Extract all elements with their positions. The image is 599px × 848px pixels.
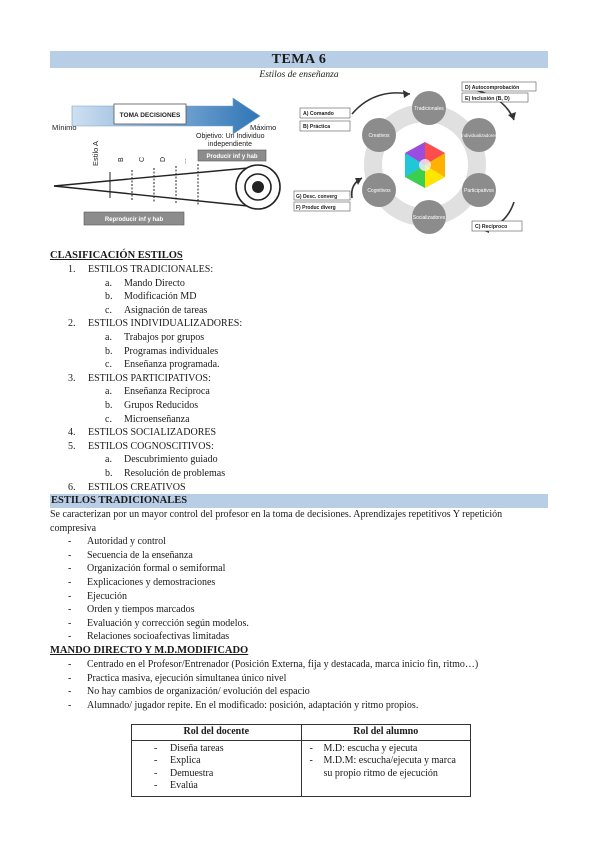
node-participativos: Participativos xyxy=(464,188,494,194)
clasificacion-sublist xyxy=(50,331,548,372)
tradicionales-heading: ESTILOS TRADICIONALES xyxy=(50,494,548,508)
tradicionales-points xyxy=(50,535,548,644)
item-number: 5. xyxy=(68,440,76,452)
subitem-label: Trabajos por grupos xyxy=(124,331,205,343)
clasificacion-subitem xyxy=(50,290,548,304)
style-letter-more: ... xyxy=(181,158,188,164)
objective-label: Objetivo: Un Individuo xyxy=(196,133,265,140)
sub-list-wrapper xyxy=(50,331,548,372)
tradicionales-point: - Organización formal o semiformal xyxy=(50,562,548,576)
sub-list-wrapper xyxy=(50,385,548,426)
sub-list-wrapper xyxy=(50,277,548,318)
style-a-label: Estilo A xyxy=(91,140,100,166)
subitem-label: Microenseñanza xyxy=(124,413,190,425)
alumno-role-item: - M.D.M: escucha/ejecuta y marca su propio ritmo de ejecución xyxy=(306,755,467,780)
label-reciproco: C) Recíproco xyxy=(475,224,508,230)
docente-cell xyxy=(132,740,302,796)
subitem-letter: c. xyxy=(105,413,112,425)
mando-point: - Centrado en el Profesor/Entrenador (Posición Externa, fija y destacada, marca inicio fin, ritmo…) xyxy=(50,658,548,672)
decision-banner: TOMA DECISIONES xyxy=(119,112,181,119)
clasificacion-heading: CLASIFICACIÓN ESTILOS xyxy=(50,250,183,261)
item-label: ESTILOS SOCIALIZADORES xyxy=(88,427,217,439)
label-desc-converg: G) Desc. converg xyxy=(296,194,338,200)
docente-role-item: - Evalúa xyxy=(136,780,297,793)
style-letter-b: B xyxy=(118,157,125,162)
item-label: ESTILOS TRADICIONALES: xyxy=(88,264,214,275)
item-label: ESTILOS CREATIVOS xyxy=(88,481,186,493)
clasificacion-subitem xyxy=(50,277,548,291)
subitem-label: Resolución de problemas xyxy=(124,467,226,479)
subitem-label: Asignación de tareas xyxy=(124,304,208,316)
tradicionales-point: - Explicaciones y demostraciones xyxy=(50,576,548,590)
subitem-letter: b. xyxy=(105,399,113,411)
clasificacion-item xyxy=(50,317,548,331)
item-number: 6. xyxy=(68,481,76,493)
mando-point: - No hay cambios de organización/ evolución del espacio xyxy=(50,685,548,699)
subitem-label: Grupos Reducidos xyxy=(124,399,199,411)
label-practica: B) Práctica xyxy=(303,124,331,130)
page-title: TEMA 6 xyxy=(50,51,548,68)
item-number: 4. xyxy=(68,427,76,439)
clasificacion-subitem xyxy=(50,399,548,413)
clasificacion-subitem xyxy=(50,467,548,481)
node-creativos: Creativos xyxy=(368,133,390,139)
clasificacion-subitem xyxy=(50,345,548,359)
spectrum-figure xyxy=(48,94,288,234)
clasificacion-subitem xyxy=(50,413,548,427)
node-cognitivos: Cognitivos xyxy=(367,188,391,194)
subitem-label: Mando Directo xyxy=(124,277,185,289)
item-label: ESTILOS INDIVIDUALIZADORES: xyxy=(88,318,243,330)
subitem-letter: a. xyxy=(105,331,112,343)
mando-heading: MANDO DIRECTO Y M.D.MODIFICADO xyxy=(50,645,249,657)
docente-role-item: - Explica xyxy=(136,755,297,768)
clasificacion-subitem xyxy=(50,385,548,399)
label-produc-diverg: F) Produc diverg xyxy=(296,205,336,211)
col-rol-alumno: Rol del alumno xyxy=(301,725,471,741)
clasificacion-sublist xyxy=(50,385,548,426)
docente-role-item: - Demuestra xyxy=(136,768,297,781)
tradicionales-point: - Autoridad y control xyxy=(50,535,548,549)
roles-table xyxy=(131,724,471,797)
subitem-label: Modificación MD xyxy=(124,291,197,303)
node-tradicionales: Tradicionales xyxy=(414,106,444,112)
mando-points xyxy=(50,658,548,712)
clasificacion-subitem xyxy=(50,358,548,372)
clasificacion-item xyxy=(50,481,548,495)
produce-box-label: Producir inf y hab xyxy=(206,154,258,160)
styles-cycle-figure xyxy=(292,80,550,234)
sub-list-wrapper xyxy=(50,453,548,480)
tradicionales-point: - Ejecución xyxy=(50,590,548,604)
tradicionales-point: - Evaluación y corrección según modelos. xyxy=(50,617,548,631)
clasificacion-item xyxy=(50,263,548,277)
clasificacion-subitem xyxy=(50,304,548,318)
tradicionales-point: - Relaciones socioafectivas limitadas xyxy=(50,630,548,644)
tradicionales-paragraph: Se caracterizan por un mayor control del profesor en la toma de decisiones. Aprendizajes repetitivos Y repetición compresiva xyxy=(50,509,503,534)
subitem-letter: a. xyxy=(105,277,112,289)
subitem-letter: a. xyxy=(105,454,112,466)
docente-role-item: - Diseña tareas xyxy=(136,743,297,756)
tradicionales-point: - Secuencia de la enseñanza xyxy=(50,549,548,563)
node-individualizadores: Individualizadores xyxy=(460,133,498,138)
tradicionales-point: - Orden y tiempos marcados xyxy=(50,603,548,617)
mando-point: - Practica masiva, ejecución simultanea único nivel xyxy=(50,672,548,686)
style-letter-d: D xyxy=(160,156,167,162)
label-comando: A) Comando xyxy=(303,111,334,117)
subitem-letter: b. xyxy=(105,291,113,303)
subitem-letter: c. xyxy=(105,359,112,371)
clasificacion-subitem xyxy=(50,331,548,345)
min-label: Mínimo xyxy=(52,123,77,132)
item-number: 1. xyxy=(68,264,76,275)
max-label: Máximo xyxy=(250,123,277,132)
item-label: ESTILOS PARTICIPATIVOS: xyxy=(88,372,211,384)
document-content xyxy=(50,249,548,712)
label-autocomprobacion: D) Autocomprobación xyxy=(465,85,520,91)
clasificacion-sublist xyxy=(50,277,548,318)
clasificacion-sublist xyxy=(50,453,548,480)
mando-point: - Alumnado/ jugador repite. En el modificado: posición, adaptación y ritmo propios. xyxy=(50,699,548,713)
node-socializadores: Socializadores xyxy=(412,215,446,221)
page-subtitle: Estilos de enseñanza xyxy=(259,70,339,80)
subitem-letter: b. xyxy=(105,345,113,357)
alumno-cell xyxy=(301,740,471,796)
subitem-label: Enseñanza Recíproca xyxy=(124,386,210,398)
subitem-letter: c. xyxy=(105,304,112,316)
subitem-letter: a. xyxy=(105,386,112,398)
item-label: ESTILOS COGNOSCITIVOS: xyxy=(88,440,214,452)
subitem-label: Programas individuales xyxy=(124,345,219,357)
subitem-letter: b. xyxy=(105,467,113,479)
clasificacion-item xyxy=(50,440,548,454)
label-inclusion: E) Inclusión (B, D) xyxy=(465,96,510,102)
alumno-role-item: - M.D: escucha y ejecuta xyxy=(306,743,467,756)
item-number: 3. xyxy=(68,372,76,384)
col-rol-docente: Rol del docente xyxy=(132,725,302,741)
style-letter-c: C xyxy=(139,156,146,162)
reproduce-box-label: Reproducir inf y hab xyxy=(104,217,164,223)
subitem-label: Descubrimiento guiado xyxy=(124,454,218,466)
clasificacion-item xyxy=(50,372,548,386)
clasificacion-item xyxy=(50,426,548,440)
objective-label-2: independiente xyxy=(208,141,252,148)
item-number: 2. xyxy=(68,318,76,330)
subitem-label: Enseñanza programada. xyxy=(124,359,220,371)
clasificacion-list xyxy=(50,263,548,494)
clasificacion-subitem xyxy=(50,453,548,467)
